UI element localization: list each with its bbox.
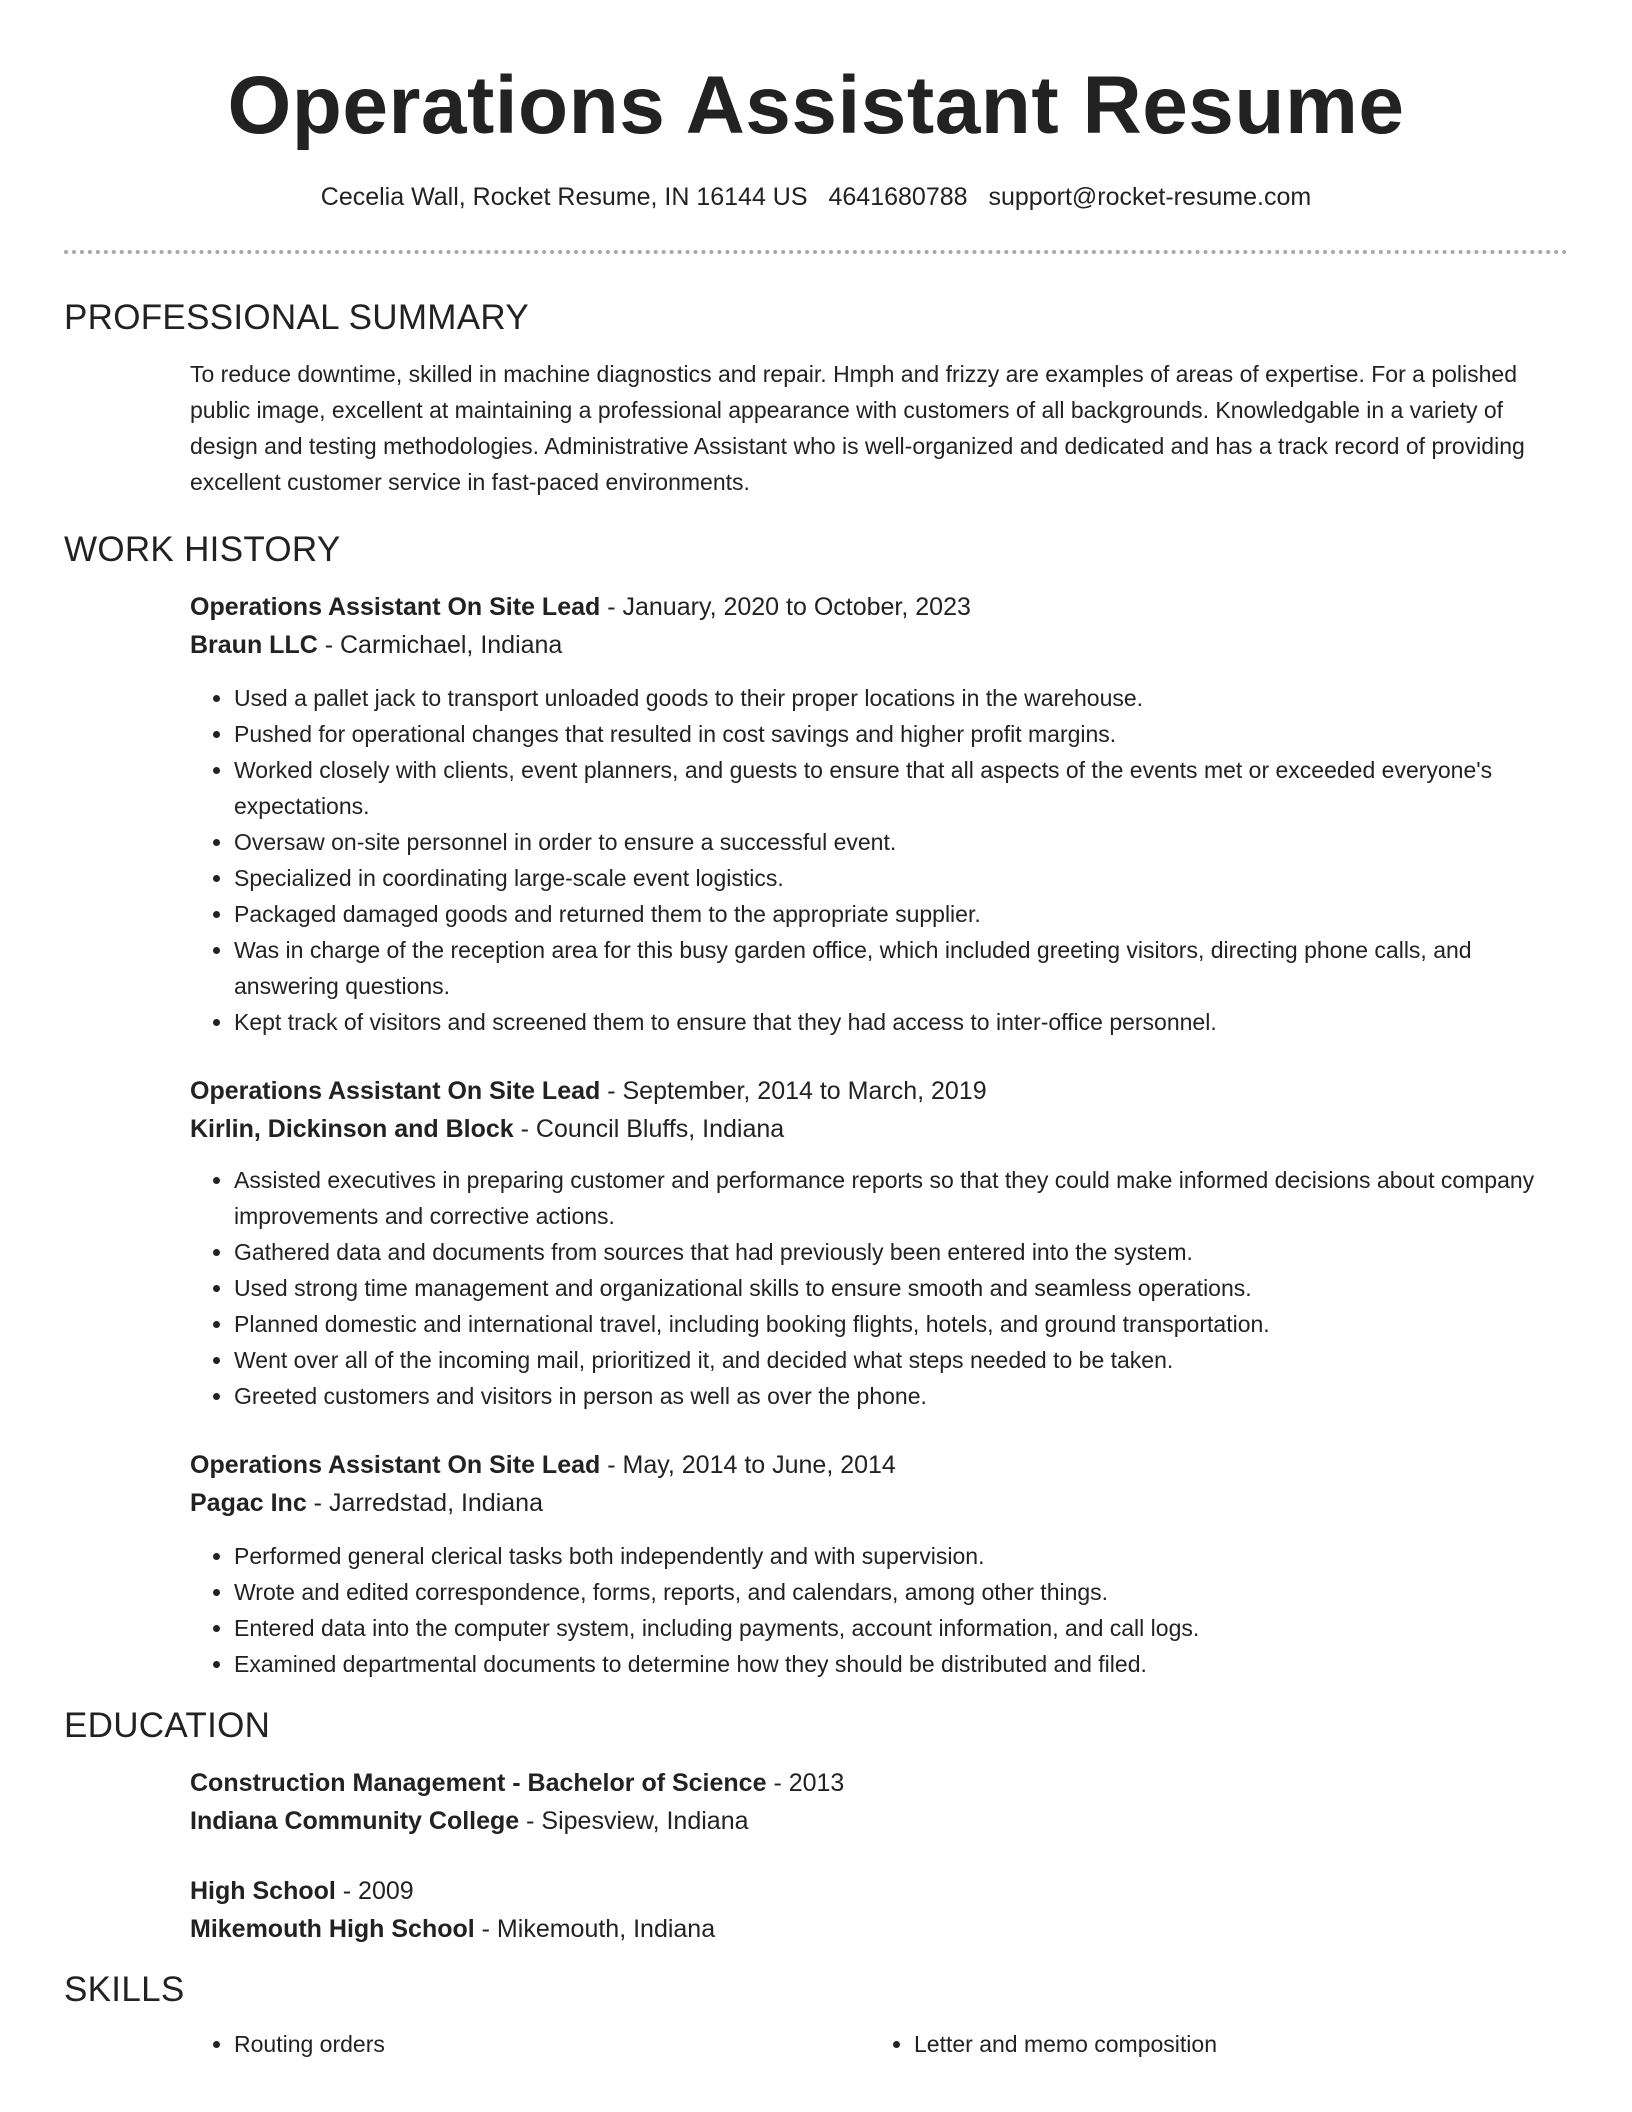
list-item: • Examined departmental documents to determine how they should be distributed and filed. <box>234 1646 1568 1682</box>
list-item: • Wrote and edited correspondence, forms, reports, and calendars, among other things. <box>234 1574 1568 1610</box>
contact-info <box>64 180 1568 214</box>
contact-address: Cecelia Wall, Rocket Resume, IN 16144 US <box>320 183 808 211</box>
job-title-line <box>190 1072 1568 1110</box>
list-item: • Gathered data and documents from sources that had previously been entered into the system. <box>234 1234 1568 1270</box>
list-item: • Was in charge of the reception area for this busy garden office, which included greeting visitors, directing phone calls, and answering questions. <box>234 932 1568 1004</box>
job-company-line <box>190 626 1568 664</box>
skills-heading: SKILLS <box>64 1970 185 2009</box>
job-dates: - January, 2020 to October, 2023 <box>600 593 971 621</box>
education-year: - 2009 <box>335 1877 414 1905</box>
list-item: • Routing orders <box>234 2026 870 2062</box>
list-item: • Pushed for operational changes that resulted in cost savings and higher profit margins. <box>234 716 1568 752</box>
education-school-line <box>190 1910 1568 1948</box>
skills-column-right <box>870 2026 1550 2062</box>
education-degree-line <box>190 1764 1568 1802</box>
summary-text: To reduce downtime, skilled in machine diagnostics and repair. Hmph and frizzy are examples of areas of expertise. For a polished public image, excellent at maintaining a professional appearance with customers of all backgrounds. Knowledgable in a variety of design and testing methodologies. Administrative Assistant who is well-organized and dedicated and has a track record of providing excellent customer service in fast-paced environments. <box>190 361 1525 495</box>
list-item: • Specialized in coordinating large-scale event logistics. <box>234 860 1568 896</box>
job-company: Braun LLC <box>190 631 318 659</box>
resume-title: Operations Assistant Resume <box>227 60 1405 151</box>
list-item: • Went over all of the incoming mail, prioritized it, and decided what steps needed to be taken. <box>234 1342 1568 1378</box>
skills-bullets <box>190 2026 870 2062</box>
job-entry <box>190 1072 1568 1414</box>
job-location: - Council Bluffs, Indiana <box>513 1115 785 1143</box>
list-item: • Worked closely with clients, event planners, and guests to ensure that all aspects of the events met or exceeded everyone's expectations. <box>234 752 1568 824</box>
job-location: - Carmichael, Indiana <box>317 631 563 659</box>
list-item: • Used a pallet jack to transport unloaded goods to their proper locations in the warehouse. <box>234 680 1568 716</box>
job-title-line <box>190 588 1568 626</box>
list-item: • Planned domestic and international travel, including booking flights, hotels, and ground transportation. <box>234 1306 1568 1342</box>
education-school-line <box>190 1802 1568 1840</box>
job-company: Pagac Inc <box>190 1489 307 1517</box>
education-entry <box>190 1872 1568 1948</box>
list-item: • Oversaw on-site personnel in order to ensure a successful event. <box>234 824 1568 860</box>
education-year: - 2013 <box>766 1769 845 1797</box>
job-title: Operations Assistant On Site Lead <box>190 1077 601 1105</box>
list-item: • Packaged damaged goods and returned them to the appropriate supplier. <box>234 896 1568 932</box>
job-company-line <box>190 1110 1568 1148</box>
list-item: • Entered data into the computer system, including payments, account information, and call logs. <box>234 1610 1568 1646</box>
list-item: • Letter and memo composition <box>914 2026 1550 2062</box>
summary-section <box>190 356 1568 500</box>
job-title: Operations Assistant On Site Lead <box>190 593 601 621</box>
skills-bullets <box>870 2026 1550 2062</box>
job-entry <box>190 588 1568 1040</box>
header-divider <box>64 250 1568 254</box>
job-company: Kirlin, Dickinson and Block <box>190 1115 514 1143</box>
education-degree: Construction Management - Bachelor of Science <box>190 1769 767 1797</box>
education-location: - Sipesview, Indiana <box>519 1807 749 1835</box>
job-dates: - May, 2014 to June, 2014 <box>600 1451 896 1479</box>
list-item: • Used strong time management and organizational skills to ensure smooth and seamless operations. <box>234 1270 1568 1306</box>
contact-phone: 4641680788 <box>828 183 968 211</box>
education-school: Mikemouth High School <box>190 1915 475 1943</box>
list-item: • Assisted executives in preparing customer and performance reports so that they could make informed decisions about company improvements and corrective actions. <box>234 1162 1568 1234</box>
list-item: • Performed general clerical tasks both independently and with supervision. <box>234 1538 1568 1574</box>
list-item: • Greeted customers and visitors in person as well as over the phone. <box>234 1378 1568 1414</box>
job-title-line <box>190 1446 1568 1484</box>
job-entry <box>190 1446 1568 1682</box>
education-heading: EDUCATION <box>64 1706 271 1745</box>
summary-heading: PROFESSIONAL SUMMARY <box>64 298 529 337</box>
education-degree-line <box>190 1872 1568 1910</box>
education-location: - Mikemouth, Indiana <box>474 1915 716 1943</box>
job-bullets <box>190 1162 1568 1414</box>
job-dates: - September, 2014 to March, 2019 <box>600 1077 987 1105</box>
work-history-heading: WORK HISTORY <box>64 530 341 569</box>
education-degree: High School <box>190 1877 336 1905</box>
job-location: - Jarredstad, Indiana <box>306 1489 543 1517</box>
education-entry <box>190 1764 1568 1840</box>
education-school: Indiana Community College <box>190 1807 520 1835</box>
skills-column-left <box>190 2026 870 2062</box>
job-title: Operations Assistant On Site Lead <box>190 1451 601 1479</box>
list-item: • Kept track of visitors and screened them to ensure that they had access to inter-office personnel. <box>234 1004 1568 1040</box>
contact-email: support@rocket-resume.com <box>988 183 1312 211</box>
job-bullets <box>190 1538 1568 1682</box>
job-bullets <box>190 680 1568 1040</box>
job-company-line <box>190 1484 1568 1522</box>
skills-list <box>190 2026 1564 2062</box>
